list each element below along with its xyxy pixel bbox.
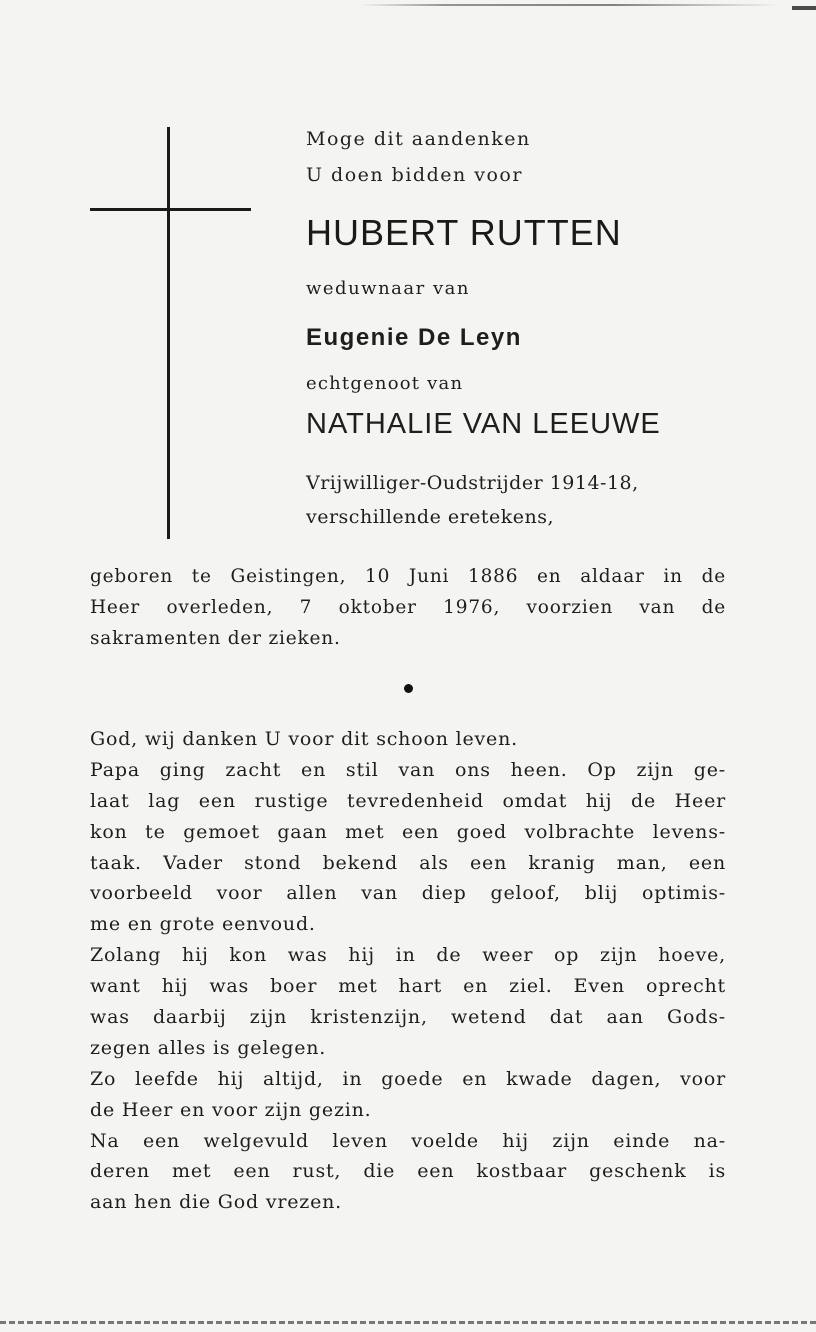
birth-death-line: sakramenten der zieken. (90, 628, 341, 649)
text-line: voorbeeld voor allen van diep geloof, blij optimis- (90, 882, 726, 905)
second-spouse-name: NATHALIE VAN LEEUWE (306, 408, 661, 440)
text-line: laat lag een rustige tevredenheid omdat hij de Heer (90, 789, 726, 812)
text-line: want hij was boer met hart en ziel. Even oprecht (90, 975, 726, 998)
text-line: Zolang hij kon was hij in de weer op zijn hoeve, (90, 944, 726, 967)
text-line: taak. Vader stond bekend als een kranig man, een (90, 851, 726, 874)
bottom-edge-mark (0, 1321, 816, 1324)
text-line: Zo leefde hij altijd, in goede en kwade dagen, voor (90, 1067, 726, 1090)
text-line: God, wij danken U voor dit schoon leven. (90, 728, 518, 750)
birth-death-paragraph (90, 566, 726, 659)
text-line: kon te gemoet gaan met een goed volbrachte levens- (90, 820, 726, 843)
relation-widower: weduwnaar van (306, 278, 470, 299)
intro-line-1: Moge dit aandenken (306, 128, 531, 150)
text-line: zegen alles is gelegen. (90, 1036, 327, 1059)
birth-death-line: geboren te Geistingen, 10 Juni 1886 en aldaar in de (90, 566, 726, 587)
top-edge-mark (360, 4, 780, 6)
cross-vertical-bar (167, 127, 170, 539)
top-edge-mark-right (792, 6, 816, 10)
first-spouse-name: Eugenie De Leyn (306, 324, 522, 351)
text-line: deren met een rust, die een kostbaar geschenk is (90, 1160, 726, 1183)
text-line: me en grote eenvoud. (90, 913, 316, 936)
text-line: Papa ging zacht en stil van ons heen. Op zijn ge- (90, 758, 726, 781)
cross-horizontal-bar (90, 208, 251, 211)
birth-death-line: Heer overleden, 7 oktober 1976, voorzien van de (90, 597, 726, 618)
relation-husband: echtgenoot van (306, 373, 464, 394)
text-line: was daarbij zijn kristenzijn, wetend dat aan Gods- (90, 1006, 726, 1029)
text-line: aan hen die God vrezen. (90, 1191, 343, 1214)
military-line-2: verschillende eretekens, (306, 506, 555, 528)
text-line: de Heer en voor zijn gezin. (90, 1098, 372, 1121)
intro-line-2: U doen bidden voor (306, 164, 523, 186)
deceased-name: HUBERT RUTTEN (306, 212, 622, 253)
military-line-1: Vrijwilliger-Oudstrijder 1914-18, (306, 472, 639, 494)
text-line: Na een welgevuld leven voelde hij zijn einde na- (90, 1129, 726, 1152)
separator-dot (404, 684, 413, 693)
memorial-text (90, 728, 726, 1222)
